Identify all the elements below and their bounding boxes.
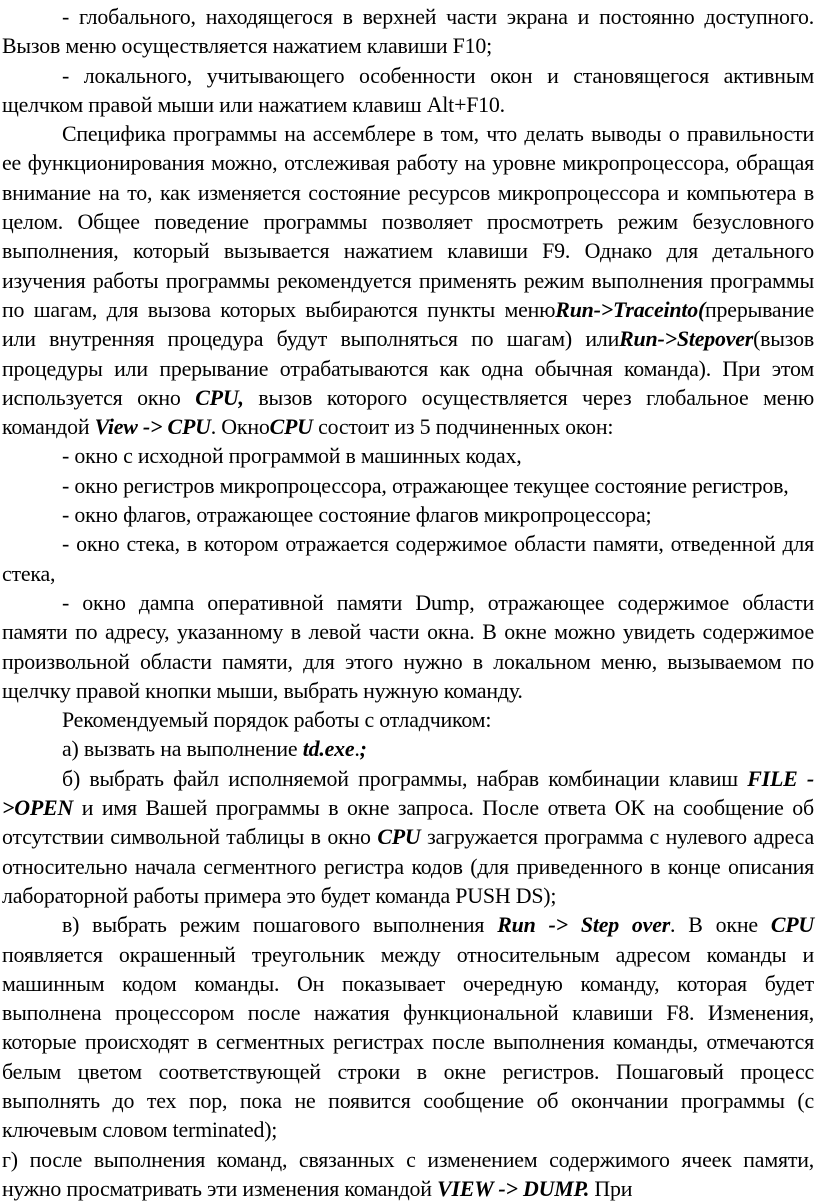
text-run: состоит из 5 подчиненных окон:: [312, 414, 614, 440]
paragraph: [2, 500, 814, 529]
emphasized-term: ;: [359, 736, 367, 762]
text-run: . В окне: [670, 912, 771, 938]
text-run: - локального, учитывающего особенности окон и становящегося активным щелчком правой мыши или нажатием клавиш Alt+F10.: [2, 62, 814, 117]
text-run: прерывание или внутренняя процедура будут выполняться по шагам) или: [2, 296, 814, 352]
text-run: Специфика программы на ассемблере в том, что делать выводы о правильности ее функционирования можно, отслеживая работу на уровне микропроцессора, обращая внимание на то, как изменяется состояние ресурсов микропроцессора и компьютера в целом. Общее поведение программы позволяет просмотреть режим безусловного выполнения, который вызывается нажатием клавиши F9. Однако для детального изучения работы программы рекомендуется применять режим выполнения программы по шагам, для вызова которых выбираются пункты меню: [2, 121, 814, 322]
paragraph: [2, 2, 814, 61]
text-run: . Окно: [210, 414, 270, 440]
emphasized-term: Run -> Step over: [497, 912, 671, 938]
emphasized-term: CPU: [770, 912, 815, 938]
paragraph: [2, 61, 814, 120]
text-run: в) выбрать режим пошагового выполнения: [62, 912, 498, 938]
text-run: появляется окрашенный треугольник между относительным адресом команды и машинным кодом команды. Он показывает очередную команду, которая будет выполнена процессором после нажатия функциональной клавиши F8. Изменения, которые происходят в сегментных регистрах после выполнения команды, отмечаются белым цветом соответствующей строки в окне регистров. Пошаговый процесс выполнять до тех пор, пока не появится сообщение об окончании программы (с ключевым словом terminated);: [2, 941, 814, 1143]
emphasized-term: td.exe: [302, 736, 355, 762]
paragraph: [2, 910, 814, 1144]
text-run: г) после выполнения команд, связанных с изменением содержимого ячеек памяти, нужно просматривать эти изменения командой: [2, 1146, 814, 1201]
emphasized-term: View -> CPU: [94, 414, 211, 440]
emphasized-term: CPU: [377, 824, 421, 850]
text-run: и имя Вашей программы в окне запроса. После ответа ОК на сообщение об отсутствии символьной таблицы в окно: [2, 795, 814, 850]
paragraph: [2, 734, 814, 763]
paragraph: [2, 471, 814, 500]
text-run: а) вызвать на выполнение: [62, 736, 303, 762]
text-run: - окно регистров микропроцессора, отражающее текущее состояние регистров,: [62, 472, 789, 498]
emphasized-term: CPU,: [195, 384, 244, 410]
emphasized-term: CPU: [269, 414, 313, 440]
text-run: (вызов процедуры или прерывание отрабатываются как одна обычная команда). При этом используется окно: [2, 326, 814, 410]
paragraph: [2, 1145, 814, 1203]
emphasized-term: Run->Stepover: [619, 326, 754, 352]
paragraph: [2, 705, 814, 734]
text-run: вызов которого осуществляется через глобальное меню командой: [2, 384, 814, 440]
paragraph: [2, 764, 814, 910]
text-run: .: [354, 736, 360, 762]
text-run: - окно стека, в котором отражается содержимое области памяти, отведенной для стека,: [2, 531, 814, 586]
text-run: б) выбрать файл исполняемой программы, набрав комбинации клавиш: [62, 765, 748, 791]
text-run: - глобального, находящегося в верхней части экрана и постоянно доступного. Вызов меню осуществляется нажатием клавиши F10;: [2, 4, 814, 59]
emphasized-term: Run->Traceinto(: [555, 296, 706, 322]
paragraph: [2, 588, 814, 705]
text-run: Рекомендуемый порядок работы с отладчиком:: [62, 707, 492, 733]
text-run: При: [589, 1175, 633, 1201]
text-run: - окно флагов, отражающее состояние флагов микропроцессора;: [62, 502, 652, 528]
paragraph: [2, 119, 814, 441]
emphasized-term: FILE ->OPEN: [2, 765, 815, 821]
paragraph: [2, 441, 814, 470]
text-run: - окно дампа оперативной памяти Dump, отражающее содержимое области памяти по адресу, указанному в левой части окна. В окне можно увидеть содержимое произвольной области памяти, для этого нужно в локальном меню, вызываемом по щелчку правой кнопки мыши, выбрать нужную команду.: [2, 589, 814, 703]
emphasized-term: VIEW -> DUMP.: [437, 1175, 590, 1201]
text-run: - окно с исходной программой в машинных кодах,: [62, 443, 522, 469]
paragraph: [2, 529, 814, 588]
text-run: загружается программа с нулевого адреса относительно начала сегментного регистра кодов (для приведенного в конце описания лабораторной работы примера это будет команда PUSH DS);: [2, 824, 814, 908]
